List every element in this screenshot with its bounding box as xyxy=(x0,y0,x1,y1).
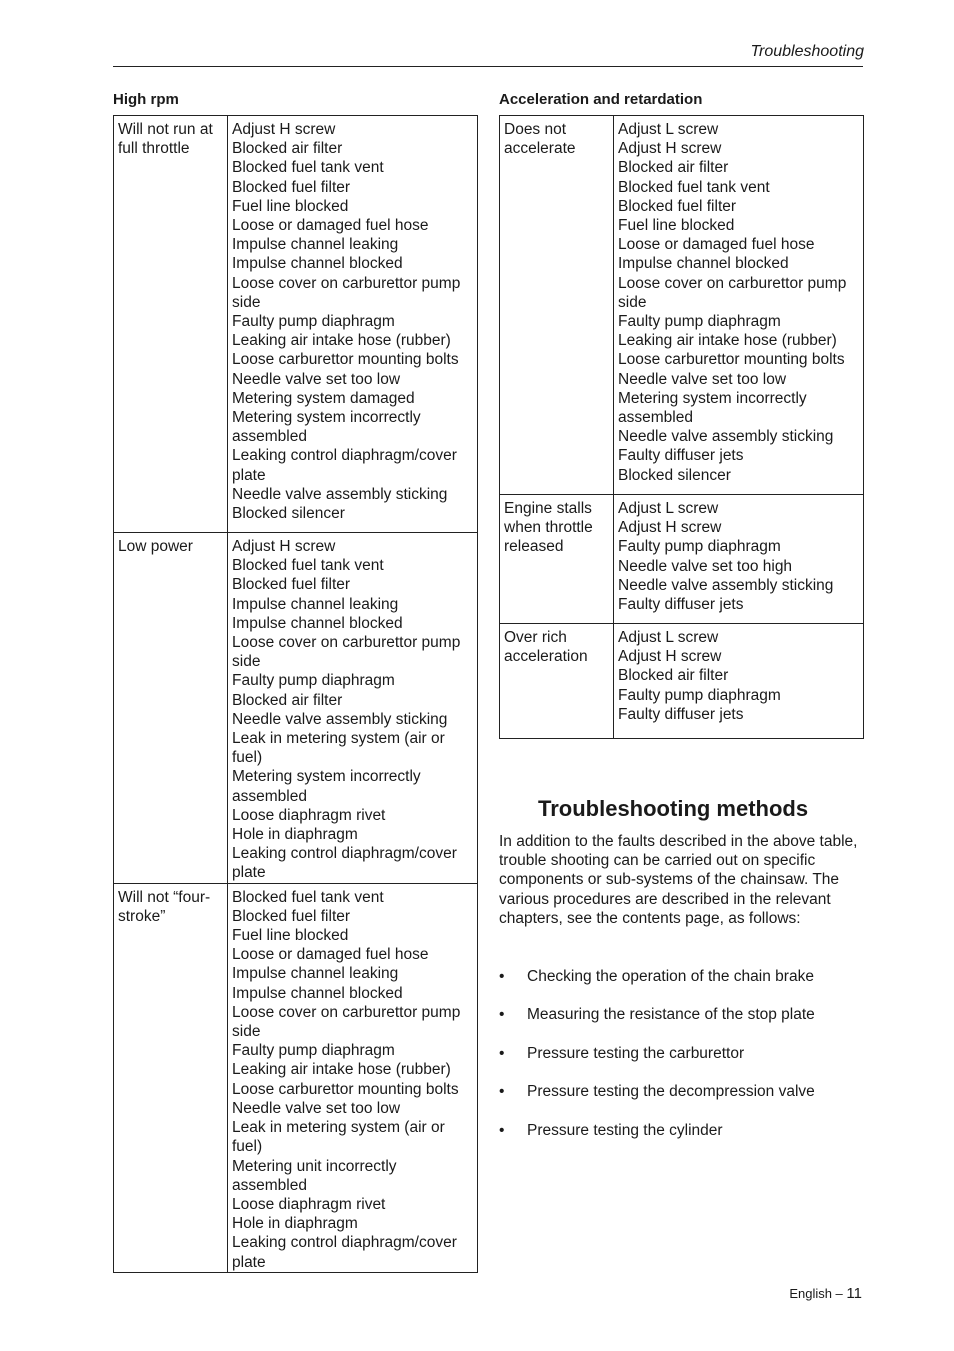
cause-item: Loose or damaged fuel hose xyxy=(232,946,429,964)
cause-item: Faulty pump diaphragm xyxy=(232,313,395,331)
cause-item: Metering system incorrectly assembled xyxy=(232,768,421,805)
cause-item: Blocked fuel tank vent xyxy=(618,178,770,196)
cause-item: Blocked fuel filter xyxy=(618,197,737,215)
running-header: Troubleshooting xyxy=(750,43,864,60)
list-item-text: Pressure testing the decompression valve xyxy=(527,1083,815,1100)
cause-item: Loose diaphragm rivet xyxy=(232,1195,386,1213)
page-footer xyxy=(789,1285,862,1302)
acceleration-title: Acceleration and retardation xyxy=(499,91,703,108)
table-row xyxy=(114,116,478,533)
cause-list xyxy=(614,116,864,495)
bullet-icon: • xyxy=(499,968,505,985)
cause-item: Adjust L screw xyxy=(618,629,719,646)
cause-item: Loose carburettor mounting bolts xyxy=(232,351,459,369)
cause-item: Fuel line blocked xyxy=(618,217,735,235)
cause-list xyxy=(614,624,864,739)
page-number: 11 xyxy=(846,1285,862,1302)
symptom-cell: Does not accelerate xyxy=(500,116,614,495)
table-row xyxy=(114,883,478,1272)
bullet-icon: • xyxy=(499,1083,505,1100)
cause-item: Needle valve set too low xyxy=(232,1099,401,1117)
list-item-text: Pressure testing the carburettor xyxy=(527,1045,745,1062)
cause-item: Loose carburettor mounting bolts xyxy=(232,1080,459,1098)
table-row xyxy=(114,533,478,884)
cause-item: Blocked air filter xyxy=(618,159,729,177)
cause-item: Leaking air intake hose (rubber) xyxy=(232,1061,451,1079)
methods-intro: In addition to the faults described in the above table, trouble shooting can be carried out on specific components or sub-systems of the chainsaw. The various procedures are described in the relevant chapters, see the contents page, as follows: xyxy=(499,833,858,927)
cause-item: Impulse channel blocked xyxy=(618,255,789,273)
cause-item: Leak in metering system (air or fuel) xyxy=(232,730,445,767)
cause-item: Adjust H screw xyxy=(618,648,722,666)
symptom-cell: Will not run at full throttle xyxy=(114,116,228,533)
high-rpm-table xyxy=(113,115,478,1273)
cause-item: Hole in diaphragm xyxy=(232,826,358,844)
cause-list xyxy=(228,883,478,1272)
cause-item: Leaking control diaphragm/cover plate xyxy=(232,447,457,484)
high-rpm-title: High rpm xyxy=(113,91,179,108)
symptom-cell: Will not “four-stroke” xyxy=(114,883,228,1272)
cause-item: Leaking air intake hose (rubber) xyxy=(618,332,837,350)
cause-item: Fuel line blocked xyxy=(232,197,349,215)
cause-item: Needle valve assembly sticking xyxy=(618,576,834,594)
cause-item: Faulty diffuser jets xyxy=(618,596,744,614)
cause-item: Metering system damaged xyxy=(232,389,415,407)
cause-item: Blocked fuel filter xyxy=(232,576,351,594)
cause-item: Faulty pump diaphragm xyxy=(618,686,781,704)
cause-item: Impulse channel blocked xyxy=(232,255,403,273)
cause-item: Blocked fuel filter xyxy=(232,907,351,925)
table-row xyxy=(500,495,864,624)
cause-list xyxy=(228,533,478,884)
cause-item: Adjust L screw xyxy=(618,121,719,138)
cause-item: Faulty diffuser jets xyxy=(618,447,744,465)
cause-item: Blocked silencer xyxy=(232,505,345,523)
cause-item: Impulse channel blocked xyxy=(232,984,403,1002)
cause-item: Leaking control diaphragm/cover plate xyxy=(232,1234,457,1271)
cause-item: Adjust H screw xyxy=(232,538,336,555)
cause-item: Blocked fuel tank vent xyxy=(232,888,384,906)
cause-item: Faulty pump diaphragm xyxy=(232,672,395,690)
cause-item: Impulse channel blocked xyxy=(232,614,403,632)
header-rule xyxy=(113,66,863,67)
bullet-icon: • xyxy=(499,1122,505,1139)
cause-item: Faulty pump diaphragm xyxy=(618,313,781,331)
cause-item: Adjust L screw xyxy=(618,500,719,517)
cause-item: Faulty diffuser jets xyxy=(618,705,744,723)
list-item xyxy=(499,1044,744,1063)
cause-item: Hole in diaphragm xyxy=(232,1215,358,1233)
cause-item: Blocked fuel tank vent xyxy=(232,557,384,575)
bullet-icon: • xyxy=(499,1045,505,1062)
cause-item: Leaking control diaphragm/cover plate xyxy=(232,845,457,882)
cause-item: Blocked silencer xyxy=(618,466,731,484)
cause-item: Loose cover on carburettor pump side xyxy=(232,1003,461,1041)
cause-item: Faulty pump diaphragm xyxy=(232,1042,395,1060)
table-row xyxy=(500,116,864,495)
cause-item: Metering system incorrectly assembled xyxy=(618,389,807,427)
cause-item: Adjust H screw xyxy=(232,121,336,138)
cause-item: Faulty pump diaphragm xyxy=(618,538,781,556)
cause-item: Blocked fuel tank vent xyxy=(232,159,384,177)
list-item-text: Pressure testing the cylinder xyxy=(527,1122,723,1139)
cause-item: Loose diaphragm rivet xyxy=(232,806,386,824)
list-item xyxy=(499,1005,815,1024)
cause-item: Loose or damaged fuel hose xyxy=(618,236,815,254)
list-item xyxy=(499,967,814,986)
cause-item: Leaking air intake hose (rubber) xyxy=(232,332,451,350)
cause-item: Blocked air filter xyxy=(618,667,729,685)
cause-list xyxy=(228,116,478,533)
cause-item: Loose cover on carburettor pump side xyxy=(618,274,847,311)
cause-item: Loose cover on carburettor pump side xyxy=(232,634,461,671)
symptom-cell: Engine stalls when throttle released xyxy=(500,495,614,624)
symptom-cell: Low power xyxy=(114,533,228,884)
cause-item: Loose cover on carburettor pump side xyxy=(232,274,461,311)
symptom-cell: Over rich acceleration xyxy=(500,624,614,739)
table-row xyxy=(500,624,864,739)
acceleration-table xyxy=(499,115,864,739)
bullet-icon: • xyxy=(499,1006,505,1023)
list-item-text: Measuring the resistance of the stop plate xyxy=(527,1006,815,1023)
footer-language: English – xyxy=(789,1286,843,1301)
cause-item: Adjust H screw xyxy=(618,519,722,537)
cause-item: Blocked fuel filter xyxy=(232,178,351,196)
list-item xyxy=(499,1082,815,1101)
cause-item: Loose or damaged fuel hose xyxy=(232,217,429,235)
cause-item: Impulse channel leaking xyxy=(232,236,399,254)
cause-item: Metering system incorrectly assembled xyxy=(232,409,421,446)
cause-item: Leak in metering system (air or fuel) xyxy=(232,1119,445,1156)
cause-item: Blocked air filter xyxy=(232,140,343,158)
cause-item: Needle valve assembly sticking xyxy=(618,428,834,446)
cause-item: Needle valve set too low xyxy=(232,370,401,388)
list-item-text: Checking the operation of the chain brake xyxy=(527,968,814,985)
cause-item: Needle valve set too low xyxy=(618,370,787,388)
list-item xyxy=(499,1121,723,1140)
cause-item: Needle valve assembly sticking xyxy=(232,485,448,503)
cause-item: Blocked air filter xyxy=(232,691,343,709)
cause-item: Impulse channel leaking xyxy=(232,965,399,983)
cause-item: Needle valve set too high xyxy=(618,557,793,575)
cause-item: Loose carburettor mounting bolts xyxy=(618,351,845,369)
cause-item: Fuel line blocked xyxy=(232,927,349,945)
cause-item: Metering unit incorrectly assembled xyxy=(232,1157,397,1194)
cause-item: Adjust H screw xyxy=(618,140,722,158)
cause-item: Needle valve assembly sticking xyxy=(232,710,448,728)
methods-heading: Troubleshooting methods xyxy=(538,796,809,821)
cause-item: Impulse channel leaking xyxy=(232,595,399,613)
cause-list xyxy=(614,495,864,624)
